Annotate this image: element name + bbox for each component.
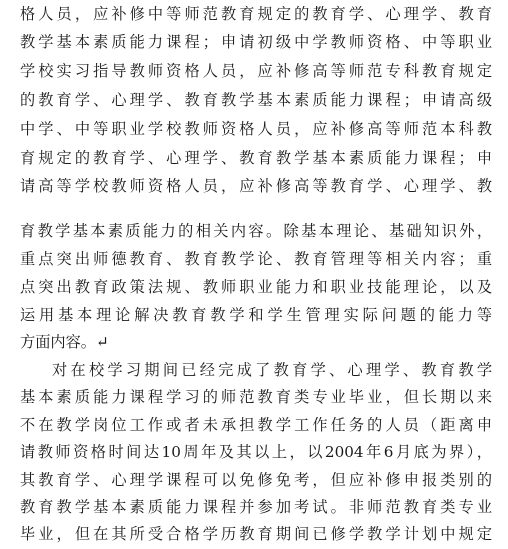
text-line: 教学基本素质能力课程；申请初级中学教师资格、中等职业	[20, 33, 492, 51]
text-line: 的教育学、心理学、教育教学基本素质能力课程；申请高级	[20, 91, 492, 109]
text-line: 基本素质能力课程学习的师范教育类专业毕业，但长期以来	[20, 388, 492, 406]
text-line: 请教师资格时间达10周年及其以上，以2004年6月底为界），	[20, 443, 492, 461]
text-line: 格人员，应补修中等师范教育规定的教育学、心理学、教育	[20, 5, 492, 23]
text-line: 育规定的教育学、心理学、教育教学基本素质能力课程；申	[20, 149, 492, 167]
text-line: 学校实习指导教师资格人员，应补修高等师范专科教育规定	[20, 62, 492, 80]
text-line: 中学、中等职业学校教师资格人员，应补修高等师范本科教	[20, 120, 492, 138]
text-line: 其教育学、心理学课程可以免修免考，但应补修申报类别的	[20, 471, 492, 489]
text-line: 请高等学校教师资格人员，应补修高等教育学、心理学、教	[20, 177, 492, 195]
text-line: 对在校学习期间已经完成了教育学、心理学、教育教学	[52, 361, 492, 379]
text-line: 重点突出师德教育、教育教学论、教育管理等相关内容；重	[20, 250, 492, 268]
text-line: 不在教学岗位工作或者未承担教学工作任务的人员（距离申	[20, 416, 492, 434]
text-line: 育教学基本素质能力的相关内容。除基本理论、基础知识外，	[20, 222, 492, 240]
text-line: 点突出教育政策法规、教师职业能力和职业技能理论，以及	[20, 278, 492, 296]
text-line: 方面内容。↵	[20, 333, 109, 351]
text-line: 毕业，但在其所受合格学历教育期间已修学教学计划中规定	[20, 525, 492, 543]
text-line: 运用基本理论解决教育教学和学生管理实际问题的能力等	[20, 306, 492, 324]
text-line: 教育教学基本素质能力课程并参加考试。非师范教育类专业	[20, 498, 492, 516]
